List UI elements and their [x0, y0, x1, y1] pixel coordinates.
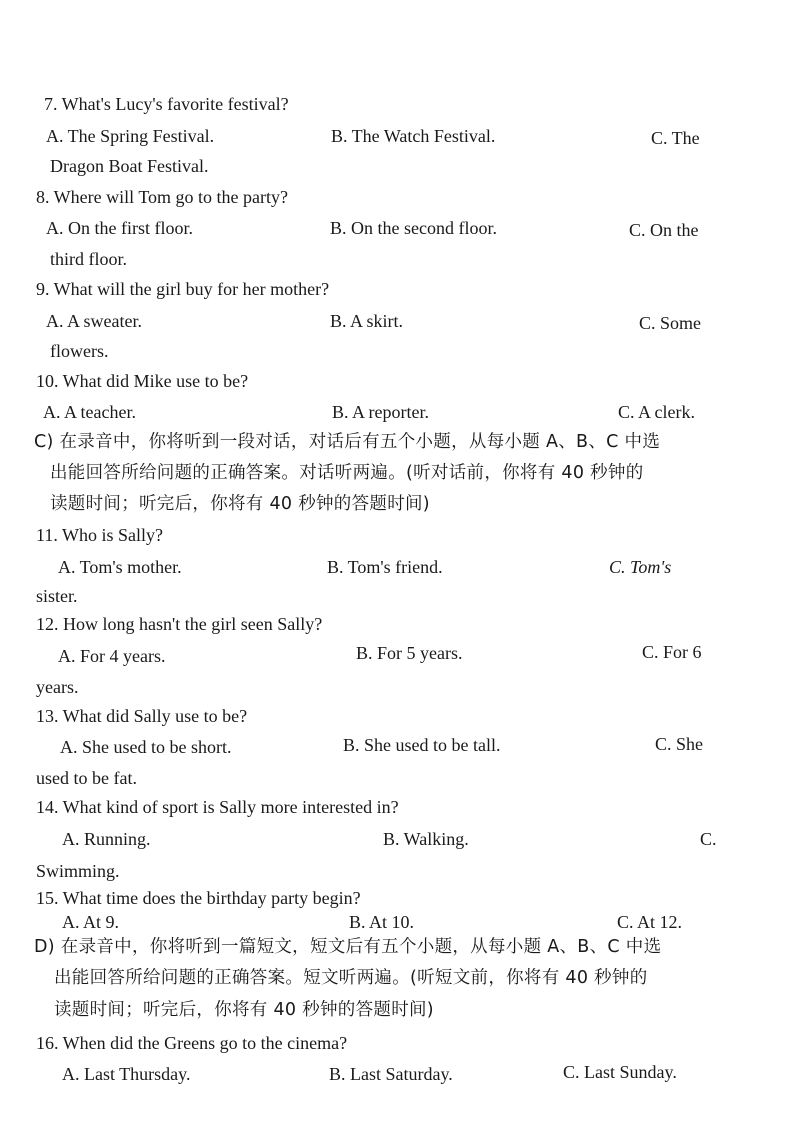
- q9-option-c: C. Some: [639, 313, 702, 333]
- q8-question: 8. Where will Tom go to the party?: [36, 187, 289, 207]
- q9-option-b: B. A skirt.: [330, 311, 404, 331]
- q14-option-a: A. Running.: [62, 829, 151, 849]
- q11-option-b: B. Tom's friend.: [327, 557, 443, 577]
- q12-option-c: C. For 6: [642, 642, 702, 662]
- q11-option-a: A. Tom's mother.: [58, 557, 182, 577]
- q7-option-c: C. The: [651, 128, 700, 148]
- q13-option-b: B. She used to be tall.: [343, 735, 501, 755]
- q13-question: 13. What did Sally use to be?: [36, 706, 248, 726]
- q10-option-a: A. A teacher.: [43, 402, 136, 422]
- q7-question: 7. What's Lucy's favorite festival?: [44, 94, 289, 114]
- q10-option-b: B. A reporter.: [332, 402, 429, 422]
- q9-option-a: A. A sweater.: [46, 311, 142, 331]
- q16-question: 16. When did the Greens go to the cinema?: [36, 1033, 348, 1053]
- q10-question: 10. What did Mike use to be?: [36, 371, 249, 391]
- q11-option-c: C. Tom's: [609, 557, 672, 577]
- section-c-instruction-line-1: C) 在录音中，你将听到一段对话，对话后有五个小题，从每小题 A、B、C 中选: [34, 432, 661, 452]
- section-d-instruction-line-2: 出能回答所给问题的正确答案。短文听两遍。(听短文前，你将有 40 秒钟的: [54, 968, 648, 988]
- q10-option-c: C. A clerk.: [618, 402, 695, 422]
- q12-option-c-continued: years.: [36, 677, 79, 697]
- q16-option-a: A. Last Thursday.: [62, 1064, 191, 1084]
- q15-option-c: C. At 12.: [617, 912, 683, 932]
- section-c-instruction-line-3: 读题时间；听完后，你将有 40 秒钟的答题时间): [50, 494, 430, 514]
- q7-option-c-continued: Dragon Boat Festival.: [50, 156, 209, 176]
- q15-option-a: A. At 9.: [62, 912, 120, 932]
- q9-question: 9. What will the girl buy for her mother?: [36, 279, 330, 299]
- q14-option-b: B. Walking.: [383, 829, 469, 849]
- q14-question: 14. What kind of sport is Sally more interested in?: [36, 797, 399, 817]
- section-d-instruction-line-1: D) 在录音中，你将听到一篇短文，短文后有五个小题，从每小题 A、B、C 中选: [34, 937, 662, 957]
- q16-option-b: B. Last Saturday.: [329, 1064, 453, 1084]
- section-d-instruction-line-3: 读题时间；听完后，你将有 40 秒钟的答题时间): [54, 1000, 434, 1020]
- q11-question: 11. Who is Sally?: [36, 525, 163, 545]
- q13-option-c-continued: used to be fat.: [36, 768, 137, 788]
- q12-option-a: A. For 4 years.: [58, 646, 166, 666]
- q8-option-c: C. On the: [629, 220, 699, 240]
- q15-question: 15. What time does the birthday party begin?: [36, 888, 361, 908]
- q8-option-b: B. On the second floor.: [330, 218, 497, 238]
- q14-option-c-continued: Swimming.: [36, 861, 120, 881]
- q13-option-c: C. She: [655, 734, 704, 754]
- q8-option-a: A. On the first floor.: [46, 218, 193, 238]
- section-c-instruction-line-2: 出能回答所给问题的正确答案。对话听两遍。(听对话前，你将有 40 秒钟的: [50, 463, 644, 483]
- q12-question: 12. How long hasn't the girl seen Sally?: [36, 614, 323, 634]
- q8-option-c-continued: third floor.: [50, 249, 127, 269]
- q11-option-c-continued: sister.: [36, 586, 78, 606]
- q13-option-a: A. She used to be short.: [60, 737, 232, 757]
- q7-option-a: A. The Spring Festival.: [46, 126, 215, 146]
- q15-option-b: B. At 10.: [349, 912, 415, 932]
- q12-option-b: B. For 5 years.: [356, 643, 463, 663]
- q9-option-c-continued: flowers.: [50, 341, 109, 361]
- q14-option-c: C.: [700, 829, 717, 849]
- q16-option-c: C. Last Sunday.: [563, 1062, 677, 1082]
- q7-option-b: B. The Watch Festival.: [331, 126, 496, 146]
